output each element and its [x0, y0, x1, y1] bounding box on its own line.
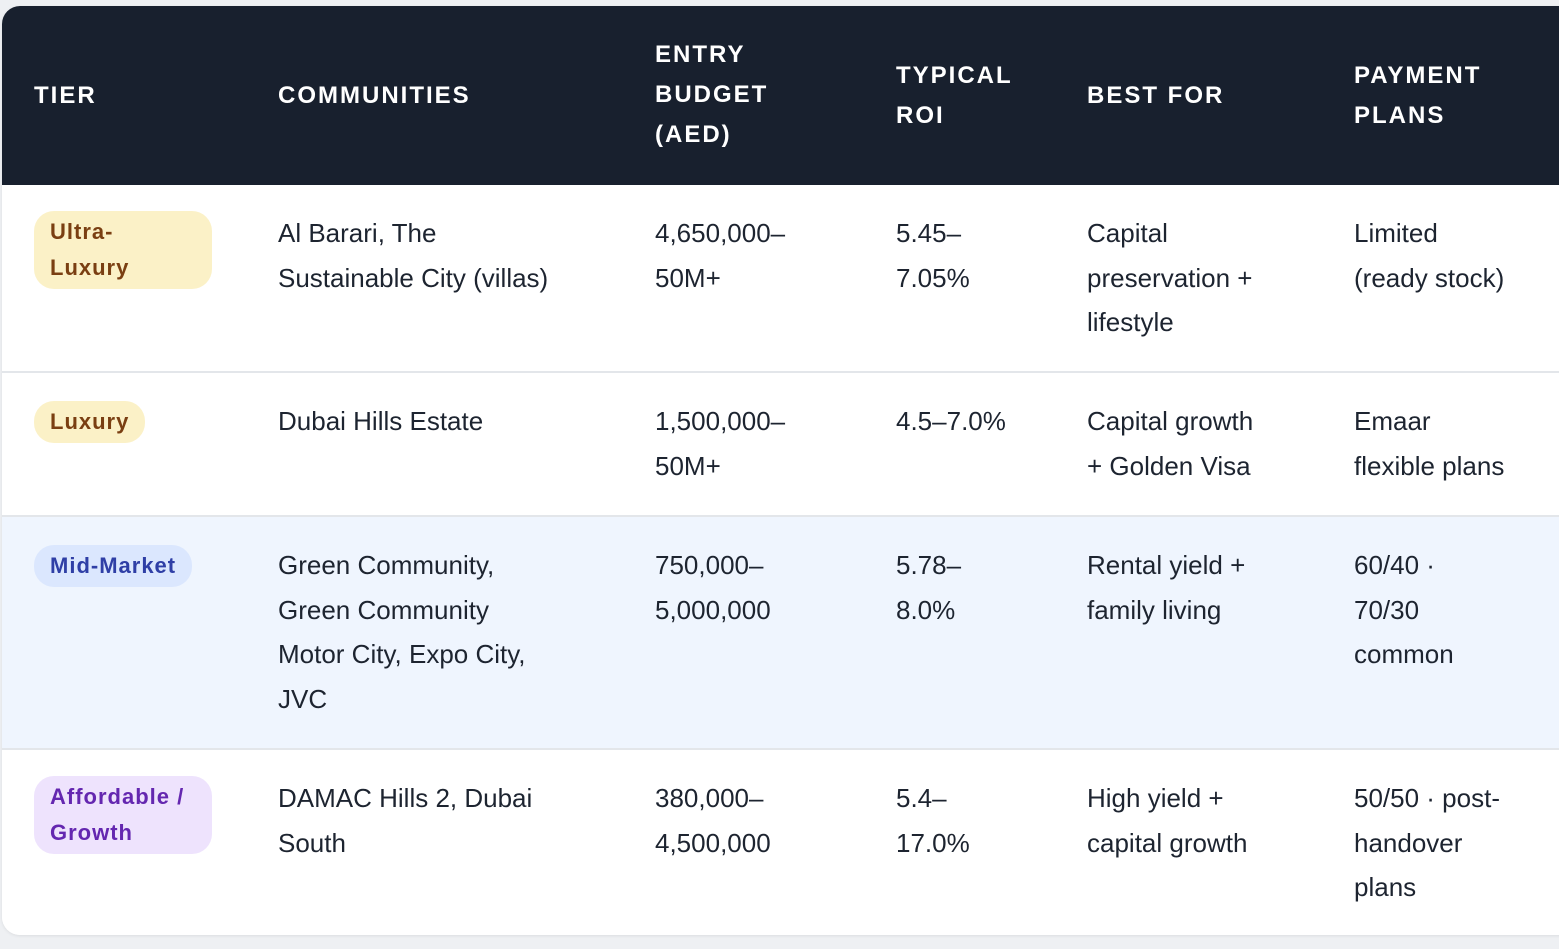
tier-badge-mid-market: Mid-Market: [34, 545, 192, 587]
cell-typical-roi: 5.4– 17.0%: [896, 783, 970, 858]
cell-typical-roi: 5.78– 8.0%: [896, 550, 962, 625]
cell-payment-plans: 50/50 · post- handover plans: [1354, 783, 1500, 902]
cell-communities: Green Community, Green Community Motor City, Expo City, JVC: [278, 550, 526, 714]
table-row: [2, 750, 1559, 935]
cell-entry-budget: 750,000– 5,000,000: [655, 550, 771, 625]
cell-entry-budget: 4,650,000– 50M+: [655, 218, 786, 293]
table-header: [2, 6, 1559, 185]
cell-best-for: Capital growth + Golden Visa: [1087, 406, 1254, 481]
cell-communities: DAMAC Hills 2, Dubai South: [278, 783, 533, 858]
tier-badge-ultra-luxury: Ultra- Luxury: [34, 211, 212, 289]
header-typical-roi: TYPICAL ROI: [896, 62, 1013, 129]
cell-payment-plans: Limited (ready stock): [1354, 218, 1505, 293]
header-payment-plans: PAYMENT PLANS: [1354, 62, 1482, 129]
cell-payment-plans: Emaar flexible plans: [1354, 406, 1505, 481]
header-communities: COMMUNITIES: [278, 82, 471, 109]
table-row: [2, 373, 1559, 517]
cell-entry-budget: 380,000– 4,500,000: [655, 783, 771, 858]
tier-badge-luxury: Luxury: [34, 401, 145, 443]
cell-best-for: High yield + capital growth: [1087, 783, 1248, 858]
cell-payment-plans: 60/40 · 70/30 common: [1354, 550, 1454, 669]
cell-communities: Dubai Hills Estate: [278, 406, 484, 436]
cell-best-for: Capital preservation + lifestyle: [1087, 218, 1253, 337]
tiers-table-card: [2, 6, 1559, 935]
table-row: [2, 517, 1559, 750]
cell-communities: Al Barari, The Sustainable City (villas): [278, 218, 549, 293]
header-best-for: BEST FOR: [1087, 82, 1225, 109]
cell-typical-roi: 5.45– 7.05%: [896, 218, 970, 293]
cell-best-for: Rental yield + family living: [1087, 550, 1246, 625]
header-tier: TIER: [34, 82, 97, 109]
cell-entry-budget: 1,500,000– 50M+: [655, 406, 786, 481]
header-entry-budget: ENTRY BUDGET (AED): [655, 41, 769, 148]
cell-typical-roi: 4.5–7.0%: [896, 406, 1006, 436]
tier-badge-affordable-growth: Affordable / Growth: [34, 776, 212, 854]
table-row: [2, 185, 1559, 373]
